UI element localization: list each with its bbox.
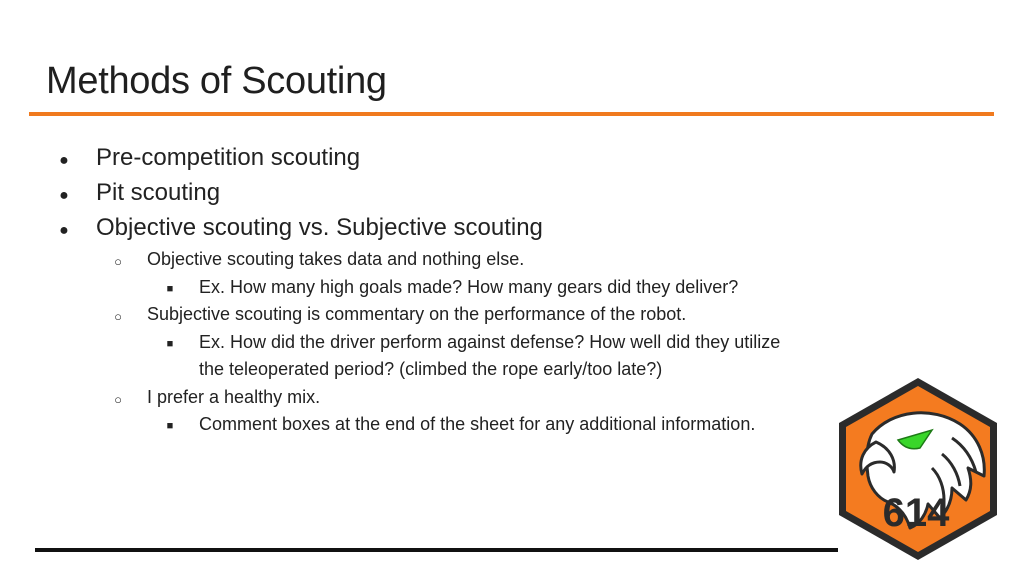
filled-circle-bullet-icon: ● xyxy=(59,152,69,169)
hollow-circle-bullet-icon: ○ xyxy=(114,309,122,324)
title-underline xyxy=(29,112,994,116)
sub-sub-bullet-text: Ex. How many high goals made? How many gears did they deliver? xyxy=(199,277,739,297)
sub-bullet-text: Objective scouting takes data and nothing else. xyxy=(147,249,525,269)
sub-sub-bullet-text: the teleoperated period? (climbed the rope early/too late?) xyxy=(199,359,663,379)
bullet-text: Pit scouting xyxy=(96,179,221,206)
bottom-rule xyxy=(35,548,838,552)
hollow-circle-bullet-icon: ○ xyxy=(114,254,122,269)
sub-bullet-text: I prefer a healthy mix. xyxy=(147,387,321,407)
sub-sub-bullet-text: Ex. How did the driver perform against defense? How well did they utilize xyxy=(199,332,781,352)
bullet-text: Pre-competition scouting xyxy=(96,144,361,171)
team-number: 614 xyxy=(882,491,950,535)
sub-sub-bullet-text: Comment boxes at the end of the sheet for any additional information. xyxy=(199,414,756,434)
bullet-text: Objective scouting vs. Subjective scouting xyxy=(96,214,543,241)
team-logo xyxy=(836,376,1000,562)
sub-bullet-text: Subjective scouting is commentary on the performance of the robot. xyxy=(147,304,687,324)
hollow-circle-bullet-icon: ○ xyxy=(114,392,122,407)
square-bullet-icon: ■ xyxy=(166,338,174,350)
square-bullet-icon: ■ xyxy=(166,420,174,432)
slide-title: Methods of Scouting xyxy=(46,60,387,102)
filled-circle-bullet-icon: ● xyxy=(59,222,69,239)
square-bullet-icon: ■ xyxy=(166,283,174,295)
filled-circle-bullet-icon: ● xyxy=(59,187,69,204)
